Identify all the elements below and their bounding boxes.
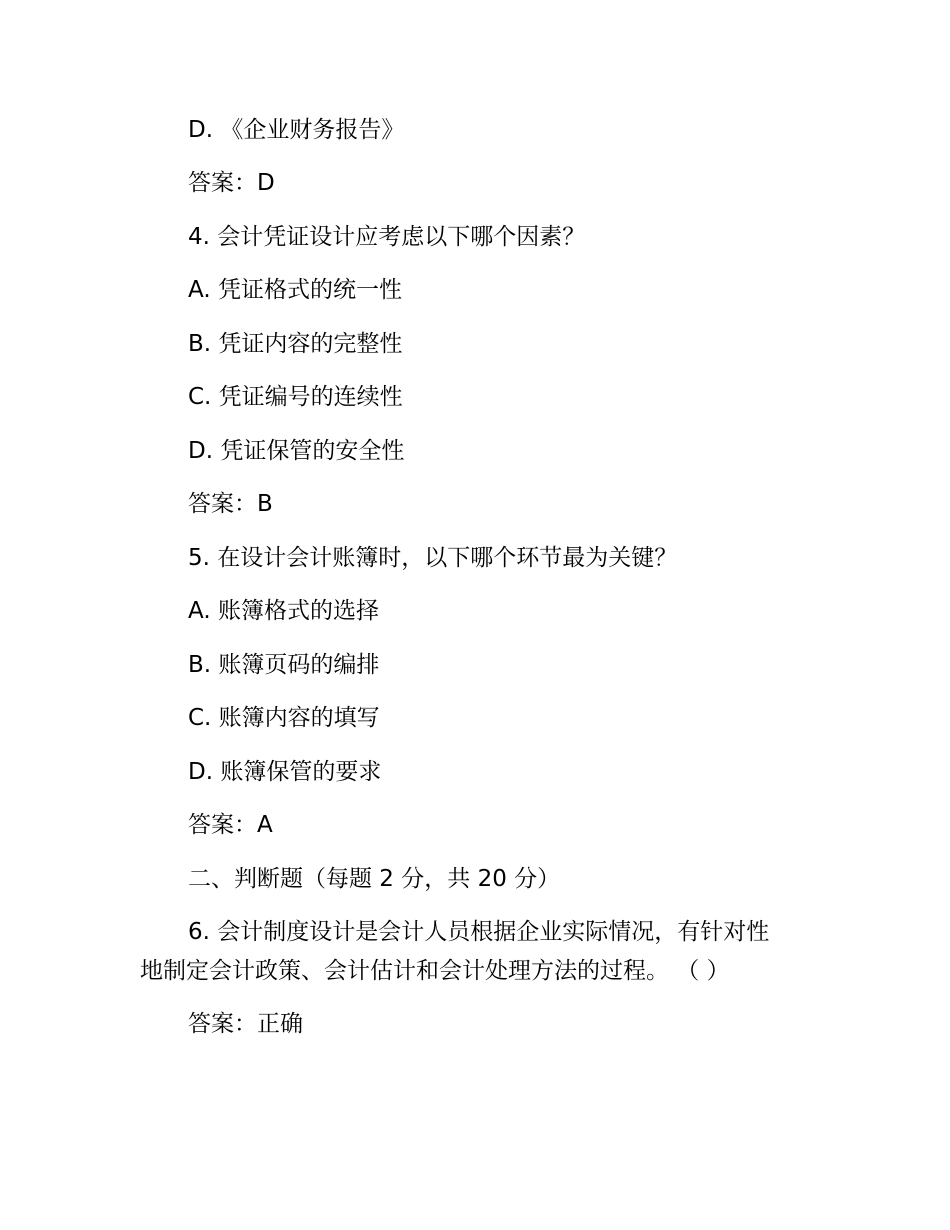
q6-answer: 答案：正确: [188, 1011, 303, 1037]
q4-answer: 答案：B: [188, 491, 273, 517]
section-heading-true-false: 二、判断题（每题 2 分，共 20 分）: [188, 866, 561, 892]
q5-option-b: B. 账簿页码的编排: [188, 652, 380, 678]
q4-option-b: B. 凭证内容的完整性: [188, 331, 403, 357]
q3-option-d: D. 《企业财务报告》: [188, 117, 405, 143]
q6-question-line-1: 6. 会计制度设计是会计人员根据企业实际情况，有针对性: [188, 919, 770, 945]
q5-option-a: A. 账簿格式的选择: [188, 598, 379, 624]
q5-option-d: D. 账簿保管的要求: [188, 759, 382, 785]
q5-option-c: C. 账簿内容的填写: [188, 705, 380, 731]
q5-question: 5. 在设计会计账簿时，以下哪个环节最为关键？: [188, 545, 678, 571]
q4-option-d: D. 凭证保管的安全性: [188, 438, 405, 464]
q4-question: 4. 会计凭证设计应考虑以下哪个因素？: [188, 224, 586, 250]
q4-option-c: C. 凭证编号的连续性: [188, 384, 403, 410]
q5-answer: 答案：A: [188, 812, 273, 838]
q3-answer: 答案：D: [188, 170, 275, 196]
q4-option-a: A. 凭证格式的统一性: [188, 277, 402, 303]
q6-question-line-2: 地制定会计政策、会计估计和会计处理方法的过程。 （ ）: [140, 958, 730, 984]
